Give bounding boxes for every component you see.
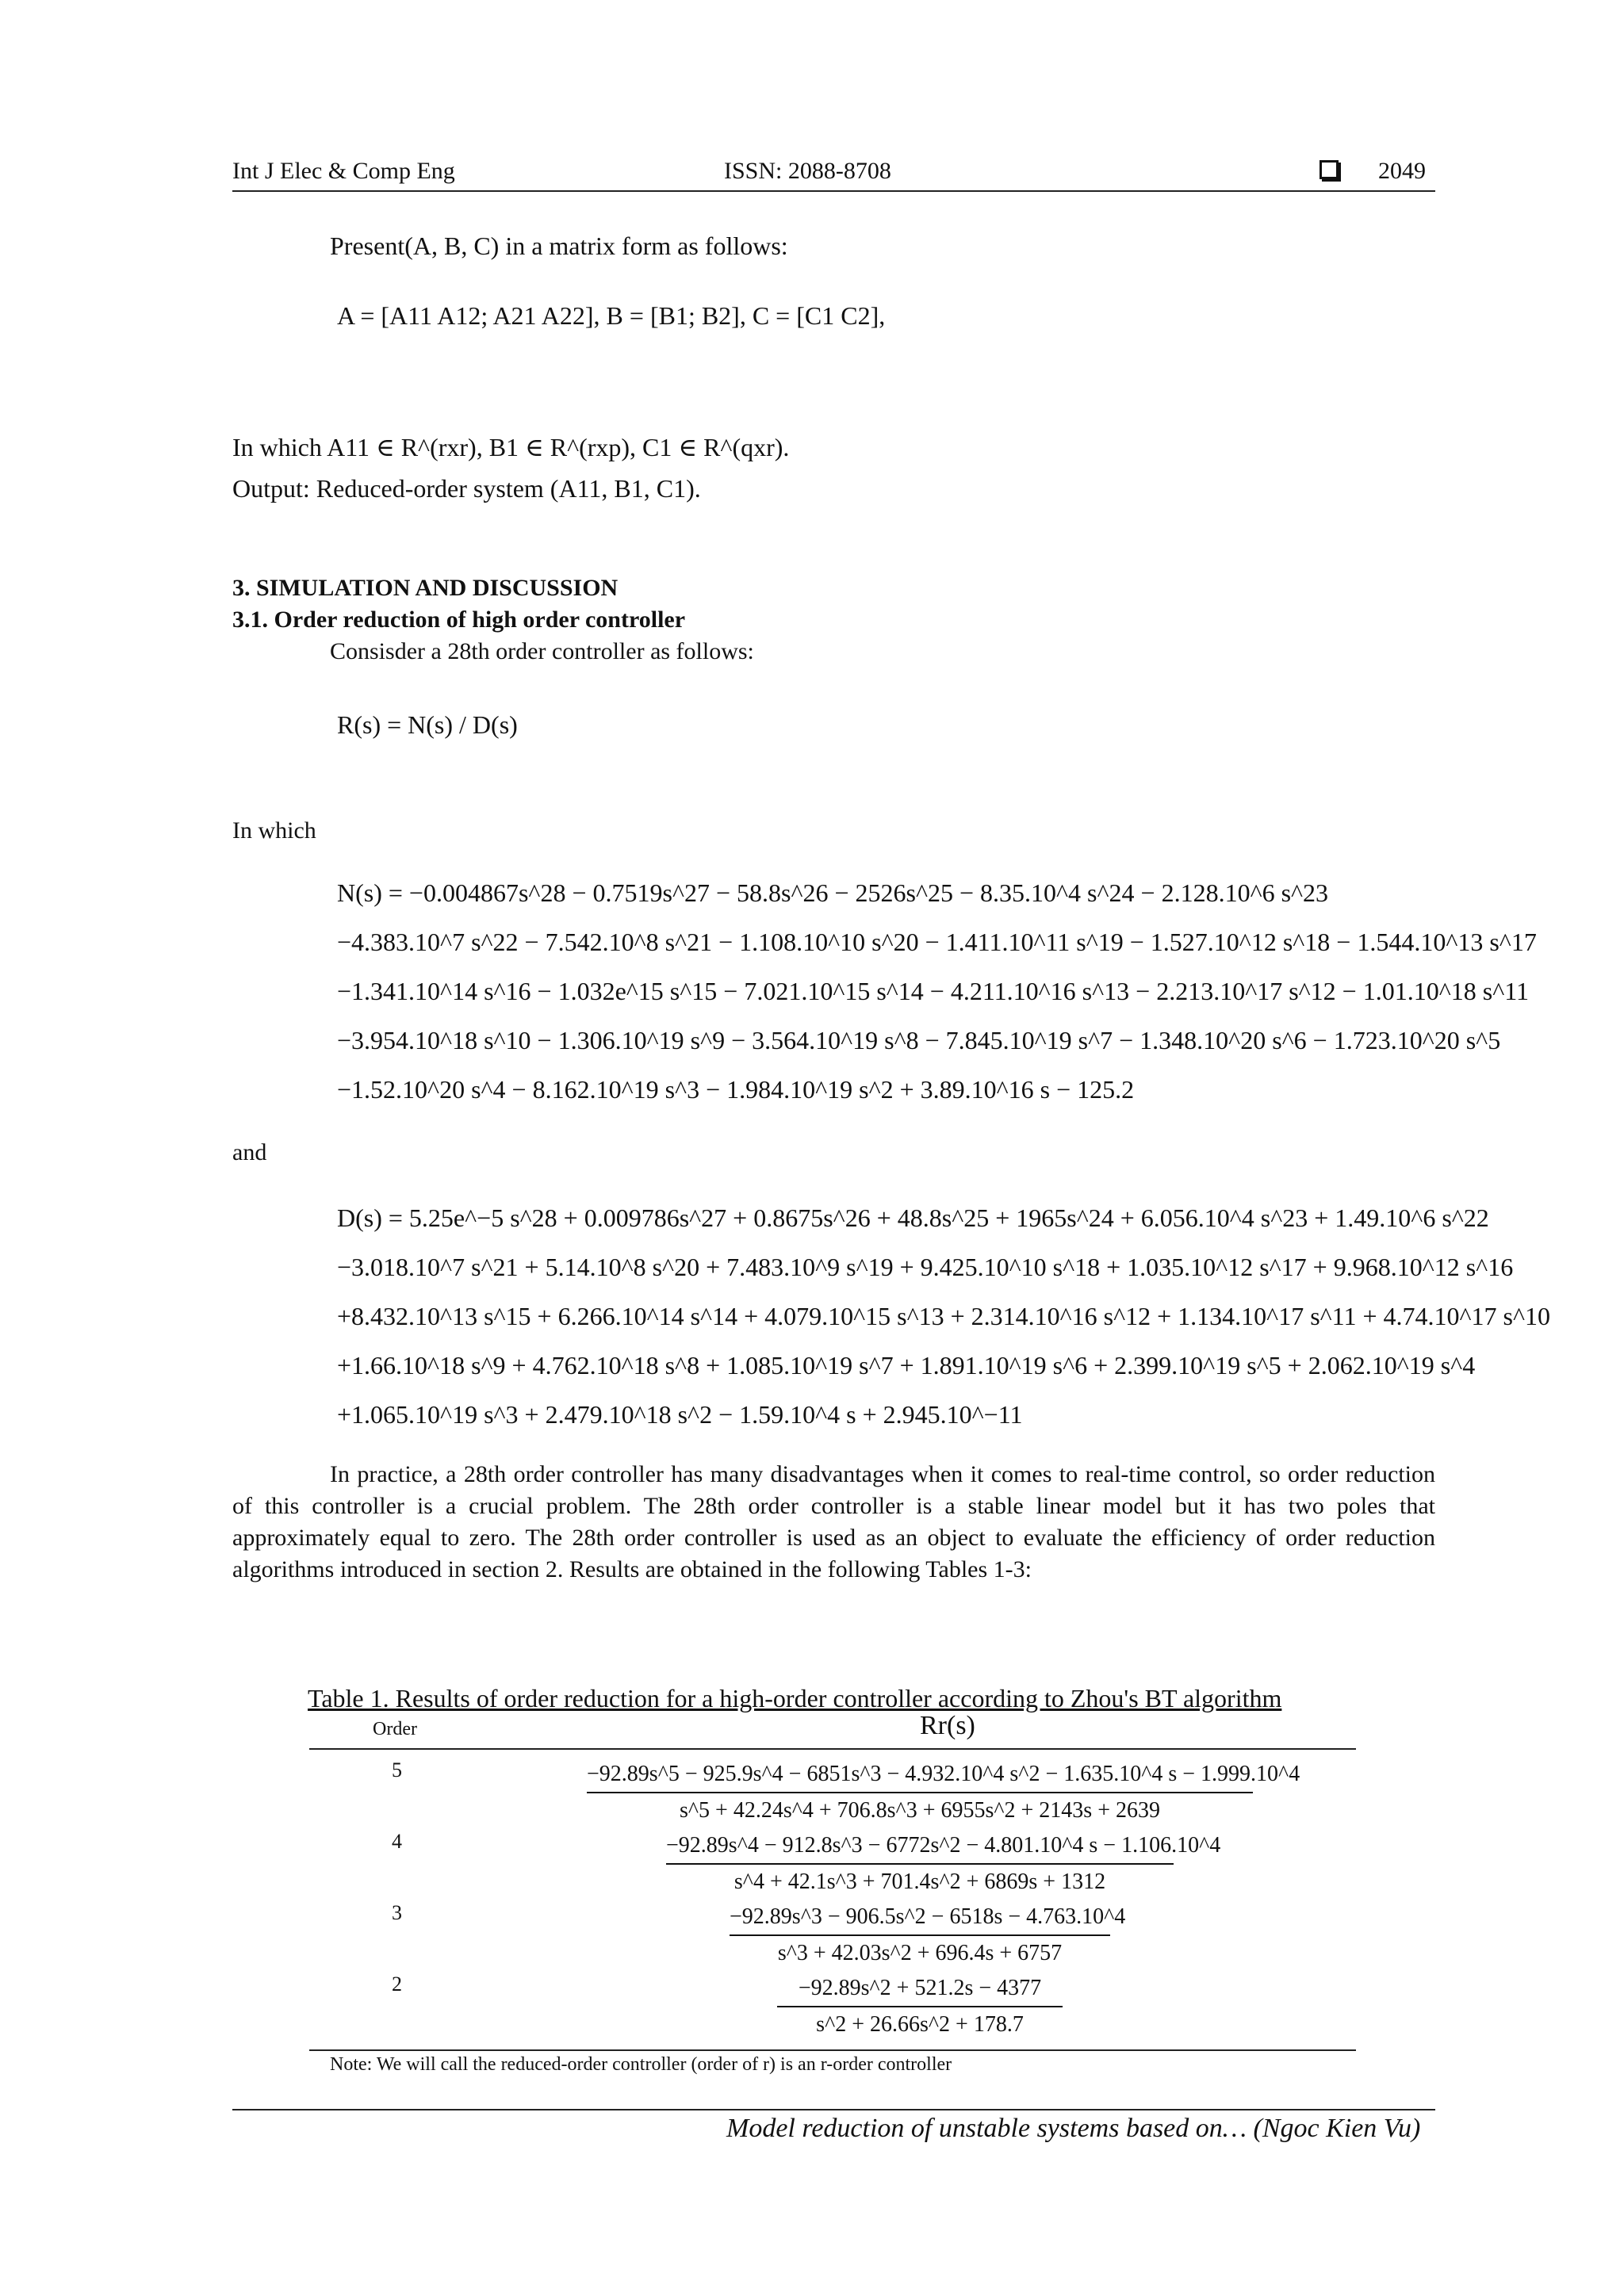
header-page-number: 2049: [1378, 158, 1426, 184]
numerator-line: N(s) = −0.004867s^28 − 0.7519s^27 − 58.8s^26 − 2526s^25 − 8.35.10^4 s^24 − 2.128.10^6 s^23: [337, 878, 1329, 907]
table-header-order: Order: [373, 1719, 417, 1739]
transfer-denominator: s^4 + 42.1s^3 + 701.4s^2 + 6869s + 1312: [733, 1869, 1106, 1894]
fraction-bar: [730, 1934, 1110, 1936]
rs-equation: R(s) = N(s) / D(s): [337, 710, 518, 739]
table-row: [730, 1901, 1126, 1969]
table-order-cell: 3: [392, 1901, 402, 1924]
transfer-denominator: s^2 + 26.66s^2 + 178.7: [816, 2012, 1024, 2037]
denominator-line: +1.66.10^18 s^9 + 4.762.10^18 s^8 + 1.085.10^19 s^7 + 1.891.10^19 s^6 + 2.399.10^19 s^5 + 2.062.10^19 s^4: [337, 1351, 1476, 1380]
output-text: Output: Reduced-order system (A11, B1, C1).: [232, 474, 701, 503]
present-text: Present(A, B, C) in a matrix form as follows:: [330, 232, 788, 260]
subsection-heading: 3.1. Order reduction of high order controller: [232, 607, 686, 633]
section-heading: 3. SIMULATION AND DISCUSSION: [232, 575, 619, 601]
transfer-denominator: s^3 + 42.03s^2 + 696.4s + 6757: [777, 1941, 1063, 1965]
denominator-line: −3.018.10^7 s^21 + 5.14.10^8 s^20 + 7.483.10^9 s^19 + 9.425.10^10 s^18 + 1.035.10^12 s^17 + 9.968.10^12 s^16: [337, 1253, 1514, 1281]
fraction-bar: [587, 1792, 1253, 1793]
transfer-numerator: −92.89s^2 + 521.2s − 4377: [798, 1976, 1042, 2000]
denominator-line: +8.432.10^13 s^15 + 6.266.10^14 s^14 + 4.079.10^15 s^13 + 2.314.10^16 s^12 + 1.134.10^17 s^11 + 4.74.10^17 s^10: [337, 1302, 1550, 1330]
numerator-line: −1.341.10^14 s^16 − 1.032e^15 s^15 − 7.021.10^15 s^14 − 4.211.10^16 s^13 − 2.213.10^17 s^12 − 1.01.10^18 s^11: [337, 977, 1530, 1005]
square-bullet-icon: [1320, 160, 1339, 179]
footer-rule: [232, 2109, 1435, 2110]
table-header-rr: Rr(s): [920, 1711, 975, 1740]
dimension-text: In which A11 ∈ R^(rxr), B1 ∈ R^(rxp), C1 ∈ R^(qxr).: [232, 433, 790, 461]
denominator-line: +1.065.10^19 s^3 + 2.479.10^18 s^2 − 1.59.10^4 s + 2.945.10^−11: [337, 1400, 1023, 1429]
fraction-bar: [666, 1863, 1174, 1865]
table-row: [587, 1758, 1300, 1827]
matrix-definition: A = [A11 A12; A21 A22], B = [B1; B2], C = [C1 C2],: [337, 301, 886, 330]
table-order-cell: 4: [392, 1830, 402, 1853]
numerator-line: −3.954.10^18 s^10 − 1.306.10^19 s^9 − 3.564.10^19 s^8 − 7.845.10^19 s^7 − 1.348.10^20 s^6 − 1.723.10^20 s^5: [337, 1026, 1501, 1054]
body-paragraph: [232, 1459, 1435, 1586]
transfer-numerator: −92.89s^5 − 925.9s^4 − 6851s^3 − 4.932.10^4 s^2 − 1.635.10^4 s − 1.999.10^4: [587, 1762, 1300, 1786]
table-top-rule: [309, 1748, 1356, 1750]
header-rule: [232, 190, 1435, 192]
table-order-cell: 5: [392, 1758, 402, 1781]
denominator-line: D(s) = 5.25e^−5 s^28 + 0.009786s^27 + 0.8675s^26 + 48.8s^25 + 1965s^24 + 6.056.10^4 s^23 + 1.49.10^6 s^22: [337, 1203, 1489, 1232]
numerator-line: −4.383.10^7 s^22 − 7.542.10^8 s^21 − 1.108.10^10 s^20 − 1.411.10^11 s^19 − 1.527.10^12 s^18 − 1.544.10^13 s^17: [337, 928, 1537, 956]
footer-running-title: Model reduction of unstable systems based on… (Ngoc Kien Vu): [726, 2114, 1421, 2143]
table-order-cell: 2: [392, 1973, 402, 1996]
paragraph-text: In practice, a 28th order controller has many disadvantages when it comes to real-time control, so order reduction of this controller is a crucial problem. The 28th order controller is a stable linear model but it has two poles that approximately equal to zero. The 28th order controller is used as an object to evaluate the efficiency of order reduction algorithms introduced in section 2. Results are obtained in the following Tables 1-3:: [232, 1461, 1435, 1582]
transfer-numerator: −92.89s^4 − 912.8s^3 − 6772s^2 − 4.801.10^4 s − 1.106.10^4: [666, 1833, 1221, 1858]
and-label: and: [232, 1139, 267, 1165]
header-issn: ISSN: 2088-8708: [724, 158, 891, 184]
in-which-label: In which: [232, 817, 316, 844]
consider-text: Consisder a 28th order controller as follows:: [330, 638, 754, 664]
table-row: [777, 1973, 1063, 2041]
numerator-line: −1.52.10^20 s^4 − 8.162.10^19 s^3 − 1.984.10^19 s^2 + 3.89.10^16 s − 125.2: [337, 1075, 1135, 1104]
table-row: [666, 1830, 1221, 1898]
table-note: Note: We will call the reduced-order controller (order of r) is an r-order controller: [330, 2054, 952, 2075]
table-caption: Table 1. Results of order reduction for a high-order controller according to Zhou's BT algorithm: [308, 1684, 1282, 1712]
table-bottom-rule: [309, 2049, 1356, 2051]
fraction-bar: [777, 2006, 1063, 2007]
transfer-numerator: −92.89s^3 − 906.5s^2 − 6518s − 4.763.10^4: [730, 1904, 1126, 1929]
header-journal: Int J Elec & Comp Eng: [232, 158, 455, 184]
transfer-denominator: s^5 + 42.24s^4 + 706.8s^3 + 6955s^2 + 2143s + 2639: [680, 1798, 1160, 1823]
